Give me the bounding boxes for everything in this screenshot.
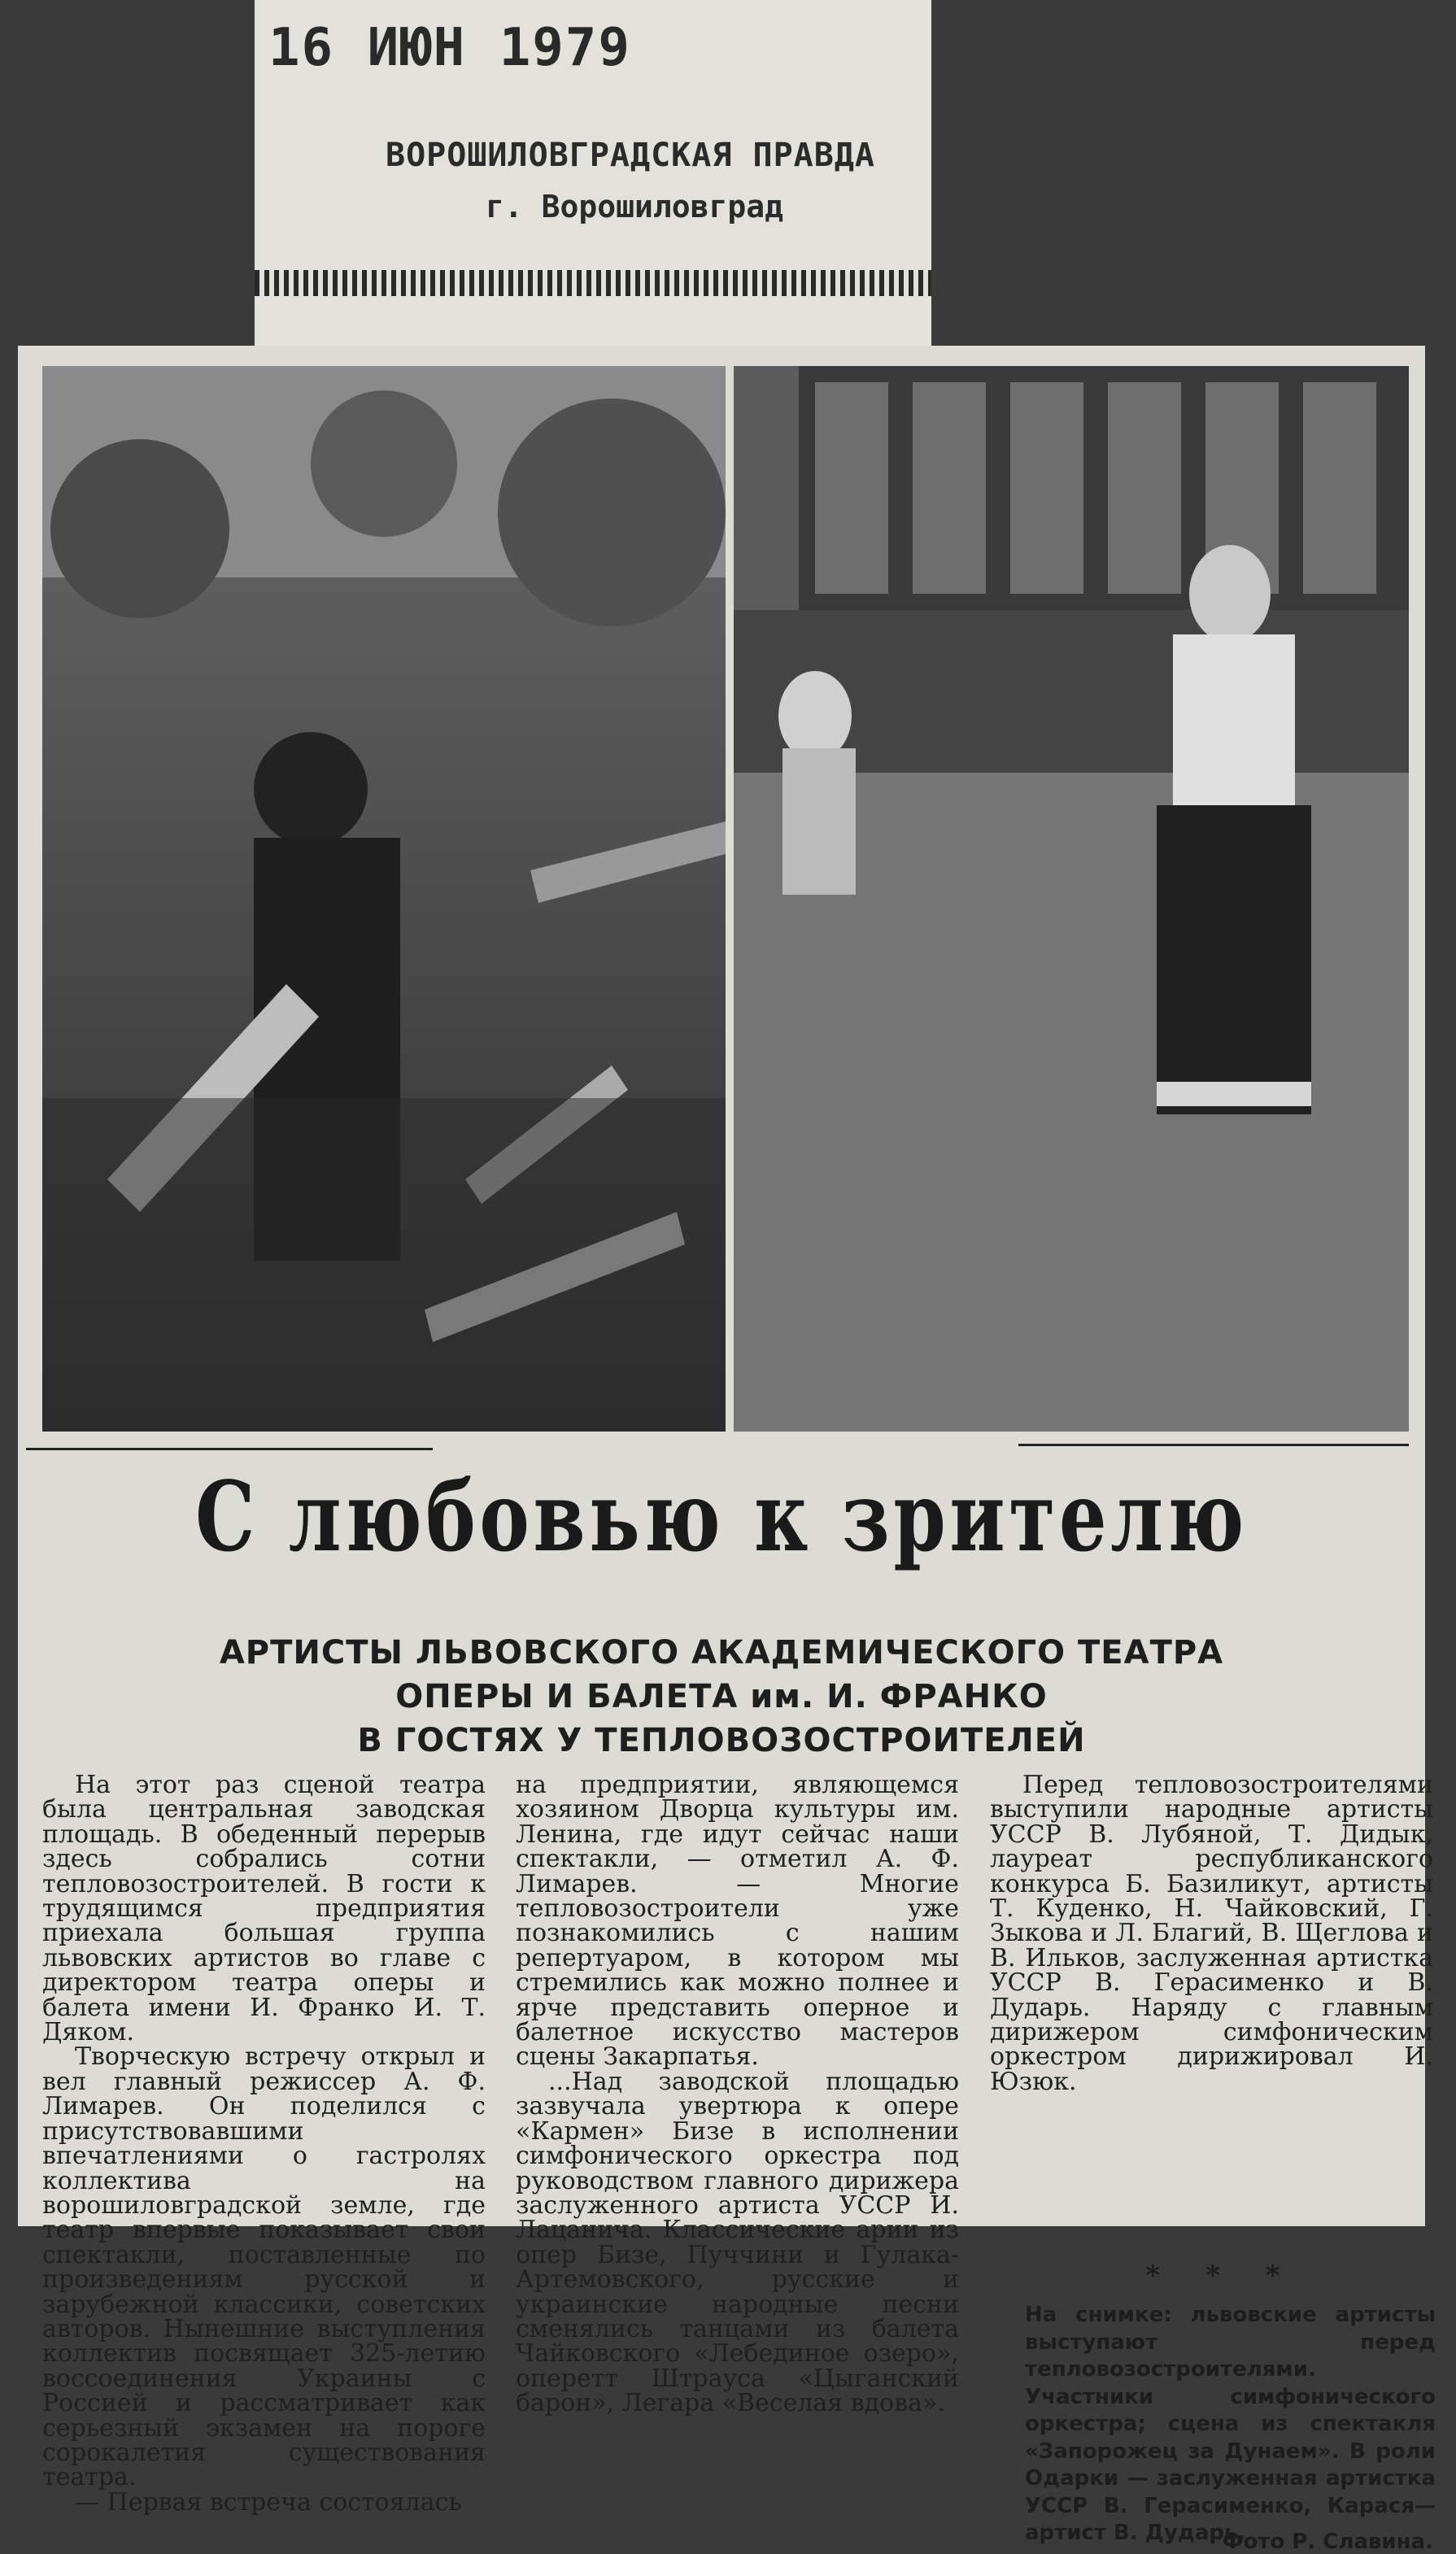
subhead-line-2: ОПЕРЫ И БАЛЕТА им. И. ФРАНКО xyxy=(395,1678,1048,1715)
rule-left xyxy=(26,1448,433,1450)
article-column-2 xyxy=(516,1773,959,2417)
caption-text: львовские артисты выступают перед тепловозостроителями. Участники симфонического оркестра; сцена из спектакля «Запорожец за Дунаем». В роли Одарки — заслуженная артистка УССР В. Герасименко, Карася— артист В. Дударь. xyxy=(1025,2303,1436,2545)
paragraph: Творческую встречу открыл и вел главный режиссер А. Ф. Лимарев. Он поделился с присутствовавшими впечатлениями о гастролях коллектива на ворошиловградской земле, где театр впервые показывает свои спектакли, поставленные по произведениям русской и зарубежной классики, советских авторов. Нынешние выступления коллектив посвящает 325-летию воссоединения Украины с Россией и рассматривает как серьезный экзамен на пороге сорокалетия существования театра. xyxy=(42,2042,486,2492)
subhead-line-1: АРТИСТЫ ЛЬВОВСКОГО АКАДЕМИЧЕСКОГО ТЕАТРА xyxy=(219,1634,1224,1671)
stamp-border-strip xyxy=(255,270,931,296)
newspaper-city: г. Ворошиловград xyxy=(485,189,784,224)
newspaper-clipping xyxy=(18,346,1436,2554)
photo-credit: Фото Р. Славина. xyxy=(1222,2530,1433,2554)
paragraph: — Первая встреча состоялась xyxy=(75,2487,462,2517)
caption-label: На снимке: xyxy=(1025,2303,1172,2327)
article-headline: С любовью к зрителю xyxy=(195,1460,1248,1573)
paragraph: на предприятии, являющемся хозяином Дворца культуры им. Ленина, где идут сейчас наши спектакли, — отметил А. Ф. Лимарев. — Многие тепловозостроители уже познакомились с нашим репертуаром, в котором мы стремились как можно полнее и ярче представить оперное и балетное искусство мастеров сцены Закарпатья. xyxy=(516,1771,959,2072)
photo-performers xyxy=(734,366,1409,1432)
paragraph: На этот раз сценой театра была центральная заводская площадь. В обеденный перерыв здесь собрались сотни тепловозостроителей. В гости к трудящимся предприятия приехала большая группа львовских артистов во главе с директором театра оперы и балета имени И. Франко И. Т. Дяком. xyxy=(42,1771,486,2047)
photo-caption xyxy=(1025,2302,1436,2547)
paragraph: Перед тепловозостроителями выступили народные артисты УССР В. Лубяной, Т. Дидык, лауреат республиканского конкурса Б. Базиликут, артисты Т. Куденко, Н. Чайковский, Г. Зыкова и Л. Благий, В. Щеглова и В. Ильков, заслуженная артистка УССР В. Герасименко и В. Дударь. Наряду с главным дирижером симфоническим оркестром дирижировал И. Юзюк. xyxy=(990,1771,1433,2096)
section-separator: * * * xyxy=(1145,2260,1298,2292)
rule-right xyxy=(1018,1444,1409,1446)
article-column-3 xyxy=(990,1773,1433,2094)
article-subhead xyxy=(140,1631,1303,1763)
subhead-line-3: В ГОСТЯХ У ТЕПЛОВОЗОСТРОИТЕЛЕЙ xyxy=(357,1722,1086,1759)
date-stamp: 16 ИЮН 1979 xyxy=(268,18,631,78)
article-column-1 xyxy=(42,1773,486,2515)
newspaper-name: ВОРОШИЛОВГРАДСКАЯ ПРАВДА xyxy=(386,137,875,174)
paragraph: ...Над заводской площадью зазвучала увертюра к опере «Кармен» Бизе в исполнении симфонического оркестра под руководством главного дирижера заслуженного артиста УССР И. Лацанича. Классические арии из опер Бизе, Пуччини и Гулака-Артемовского, русские и украинские народные песни сменялись танцами из балета Чайковского «Лебединое озеро», оперетт Штрауса «Цыганский барон», Легара «Веселая вдова». xyxy=(516,2067,959,2418)
photo-orchestra xyxy=(42,366,726,1432)
